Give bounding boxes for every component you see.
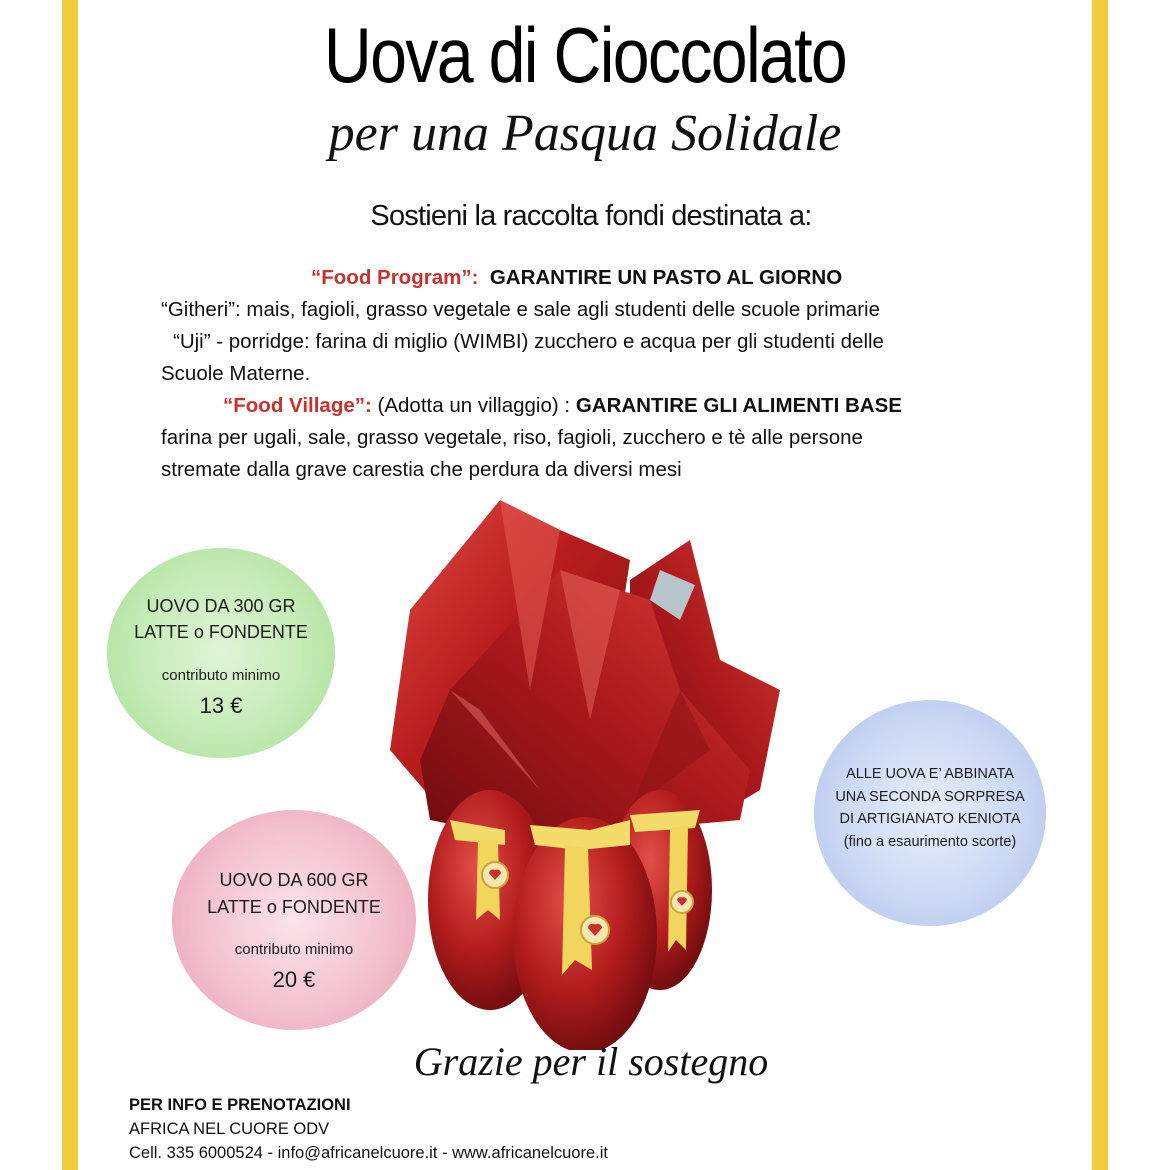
surprise-line4: (fino a esaurimento scorte) bbox=[843, 834, 1017, 850]
surprise-line1: ALLE UOVA E’ ABBINATA bbox=[846, 766, 1014, 782]
program2-header bbox=[161, 390, 1041, 422]
offer-small-label: contributo minimo bbox=[161, 667, 281, 684]
poster-title: Uova di Cioccolato bbox=[323, 11, 847, 99]
offer-large-price: 20 € bbox=[272, 967, 316, 992]
offer-small-price: 13 € bbox=[199, 693, 243, 718]
offer-small-line1: UOVO DA 300 GR bbox=[146, 596, 296, 616]
program1-headline: GARANTIRE UN PASTO AL GIORNO bbox=[489, 266, 843, 289]
offer-large-egg bbox=[172, 810, 416, 1030]
program2-headline: GARANTIRE GLI ALIMENTI BASE bbox=[575, 394, 902, 417]
support-line: Sostieni la raccolta fondi destinata a: bbox=[370, 200, 812, 232]
program2-line2: stremate dalla grave carestia che perdura da diversi mesi bbox=[161, 458, 682, 481]
surprise-line2: UNA SECONDA SORPRESA bbox=[835, 789, 1025, 805]
footer-contacts: Cell. 335 6000524 - info@africanelcuore.it - www.africanelcuore.it bbox=[129, 1144, 608, 1162]
program1-line2: “Uji” - porridge: farina di miglio (WIMBI) zucchero e acqua per gli studenti delle bbox=[173, 330, 884, 353]
program1-name: “Food Program”: bbox=[311, 266, 479, 289]
offer-large-label: contributo minimo bbox=[234, 941, 354, 958]
program2-line1: farina per ugali, sale, grasso vegetale, riso, fagioli, zucchero e tè alle persone bbox=[161, 426, 863, 449]
program1-line3: Scuole Materne. bbox=[161, 362, 311, 385]
offer-large-line2: LATTE o FONDENTE bbox=[207, 897, 381, 917]
right-yellow-border bbox=[1092, 0, 1108, 1170]
left-yellow-border bbox=[62, 0, 78, 1170]
footer-org: AFRICA NEL CUORE ODV bbox=[129, 1120, 330, 1138]
offer-small-egg bbox=[107, 548, 335, 758]
footer-heading: PER INFO E PRENOTAZIONI bbox=[129, 1096, 351, 1114]
program1-line1: “Githeri”: mais, fagioli, grasso vegetale e sale agli studenti delle scuole primarie bbox=[161, 298, 880, 321]
program2-name: “Food Village”: bbox=[223, 394, 372, 417]
contact-footer bbox=[129, 1093, 608, 1165]
offer-small-line2: LATTE o FONDENTE bbox=[134, 622, 308, 642]
poster-subtitle: per una Pasqua Solidale bbox=[328, 105, 842, 162]
surprise-line3: DI ARTIGIANATO KENIOTA bbox=[839, 811, 1021, 827]
programs-description bbox=[161, 262, 1041, 486]
surprise-note bbox=[814, 700, 1046, 926]
thanks-message: Grazie per il sostegno bbox=[413, 1039, 769, 1084]
offer-large-line1: UOVO DA 600 GR bbox=[219, 870, 369, 890]
program2-note: (Adotta un villaggio) : bbox=[377, 394, 571, 417]
program1-header bbox=[161, 262, 1041, 294]
